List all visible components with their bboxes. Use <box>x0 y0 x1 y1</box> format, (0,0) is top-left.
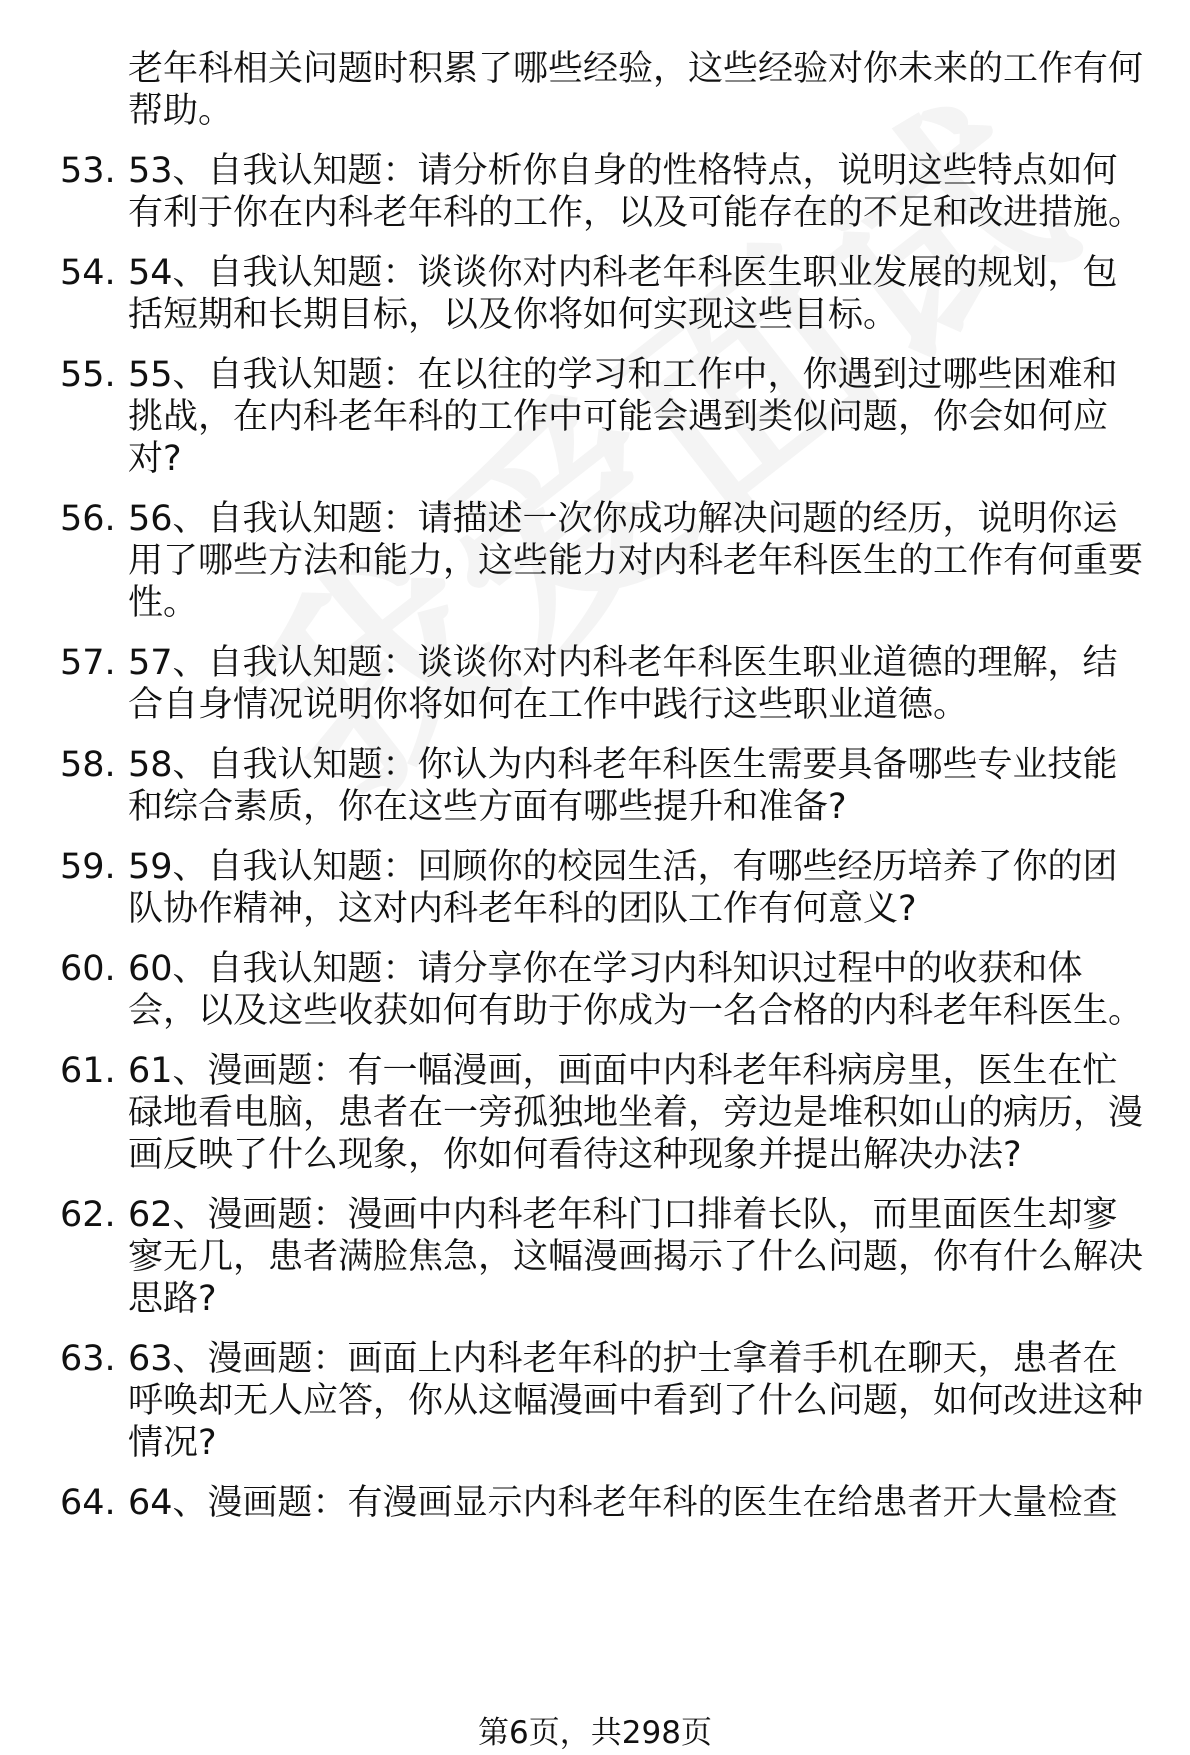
item-text: 53、自我认知题：请分析你自身的性格特点，说明这些特点如何有利于你在内科老年科的工作，以及可能存在的不足和改进措施。 <box>128 151 1144 233</box>
item-number: 55. <box>60 355 116 395</box>
list-item <box>60 498 1150 624</box>
list-item <box>60 1338 1150 1464</box>
list-item <box>60 1050 1150 1176</box>
item-number: 63. <box>60 1339 116 1379</box>
item-text: 58、自我认知题：你认为内科老年科医生需要具备哪些专业技能和综合素质，你在这些方面有哪些提升和准备? <box>128 745 1118 827</box>
item-text: 63、漫画题：画面上内科老年科的护士拿着手机在聊天，患者在呼唤却无人应答，你从这幅漫画中看到了什么问题，如何改进这种情况? <box>128 1339 1144 1463</box>
question-list <box>60 48 1150 1542</box>
list-item <box>60 1482 1150 1524</box>
item-text: 62、漫画题：漫画中内科老年科门口排着长队，而里面医生却寥寥无几，患者满脸焦急，这幅漫画揭示了什么问题，你有什么解决思路? <box>128 1195 1144 1319</box>
page-footer: 第6页，共298页 <box>478 1715 712 1751</box>
list-item <box>60 642 1150 726</box>
item-text: 55、自我认知题：在以往的学习和工作中，你遇到过哪些困难和挑战，在内科老年科的工作中可能会遇到类似问题，你会如何应对? <box>128 355 1118 479</box>
item-text: 64、漫画题：有漫画显示内科老年科的医生在给患者开大量检查 <box>128 1483 1118 1523</box>
item-number: 59. <box>60 847 116 887</box>
continuation-text: 老年科相关问题时积累了哪些经验，这些经验对你未来的工作有何帮助。 <box>128 49 1144 131</box>
item-number: 60. <box>60 949 116 989</box>
item-number: 54. <box>60 253 116 293</box>
item-number: 57. <box>60 643 116 683</box>
item-text: 60、自我认知题：请分享你在学习内科知识过程中的收获和体会，以及这些收获如何有助于你成为一名合格的内科老年科医生。 <box>128 949 1144 1031</box>
list-item <box>60 252 1150 336</box>
list-item <box>60 846 1150 930</box>
list-item <box>60 354 1150 480</box>
list-item <box>60 948 1150 1032</box>
list-item <box>60 150 1150 234</box>
item-number: 53. <box>60 151 116 191</box>
item-number: 58. <box>60 745 116 785</box>
item-number: 62. <box>60 1195 116 1235</box>
item-text: 57、自我认知题：谈谈你对内科老年科医生职业道德的理解，结合自身情况说明你将如何在工作中践行这些职业道德。 <box>128 643 1118 725</box>
list-item <box>60 1194 1150 1320</box>
item-text: 61、漫画题：有一幅漫画，画面中内科老年科病房里，医生在忙碌地看电脑，患者在一旁孤独地坐着，旁边是堆积如山的病历，漫画反映了什么现象，你如何看待这种现象并提出解决办法? <box>128 1051 1144 1175</box>
item-text: 54、自我认知题：谈谈你对内科老年科医生职业发展的规划，包括短期和长期目标，以及你将如何实现这些目标。 <box>128 253 1118 335</box>
item-number: 56. <box>60 499 116 539</box>
item-text: 56、自我认知题：请描述一次你成功解决问题的经历，说明你运用了哪些方法和能力，这些能力对内科老年科医生的工作有何重要性。 <box>128 499 1144 623</box>
list-item <box>60 744 1150 828</box>
item-number: 61. <box>60 1051 116 1091</box>
item-text: 59、自我认知题：回顾你的校园生活，有哪些经历培养了你的团队协作精神，这对内科老年科的团队工作有何意义? <box>128 847 1118 929</box>
item-number: 64. <box>60 1483 116 1523</box>
